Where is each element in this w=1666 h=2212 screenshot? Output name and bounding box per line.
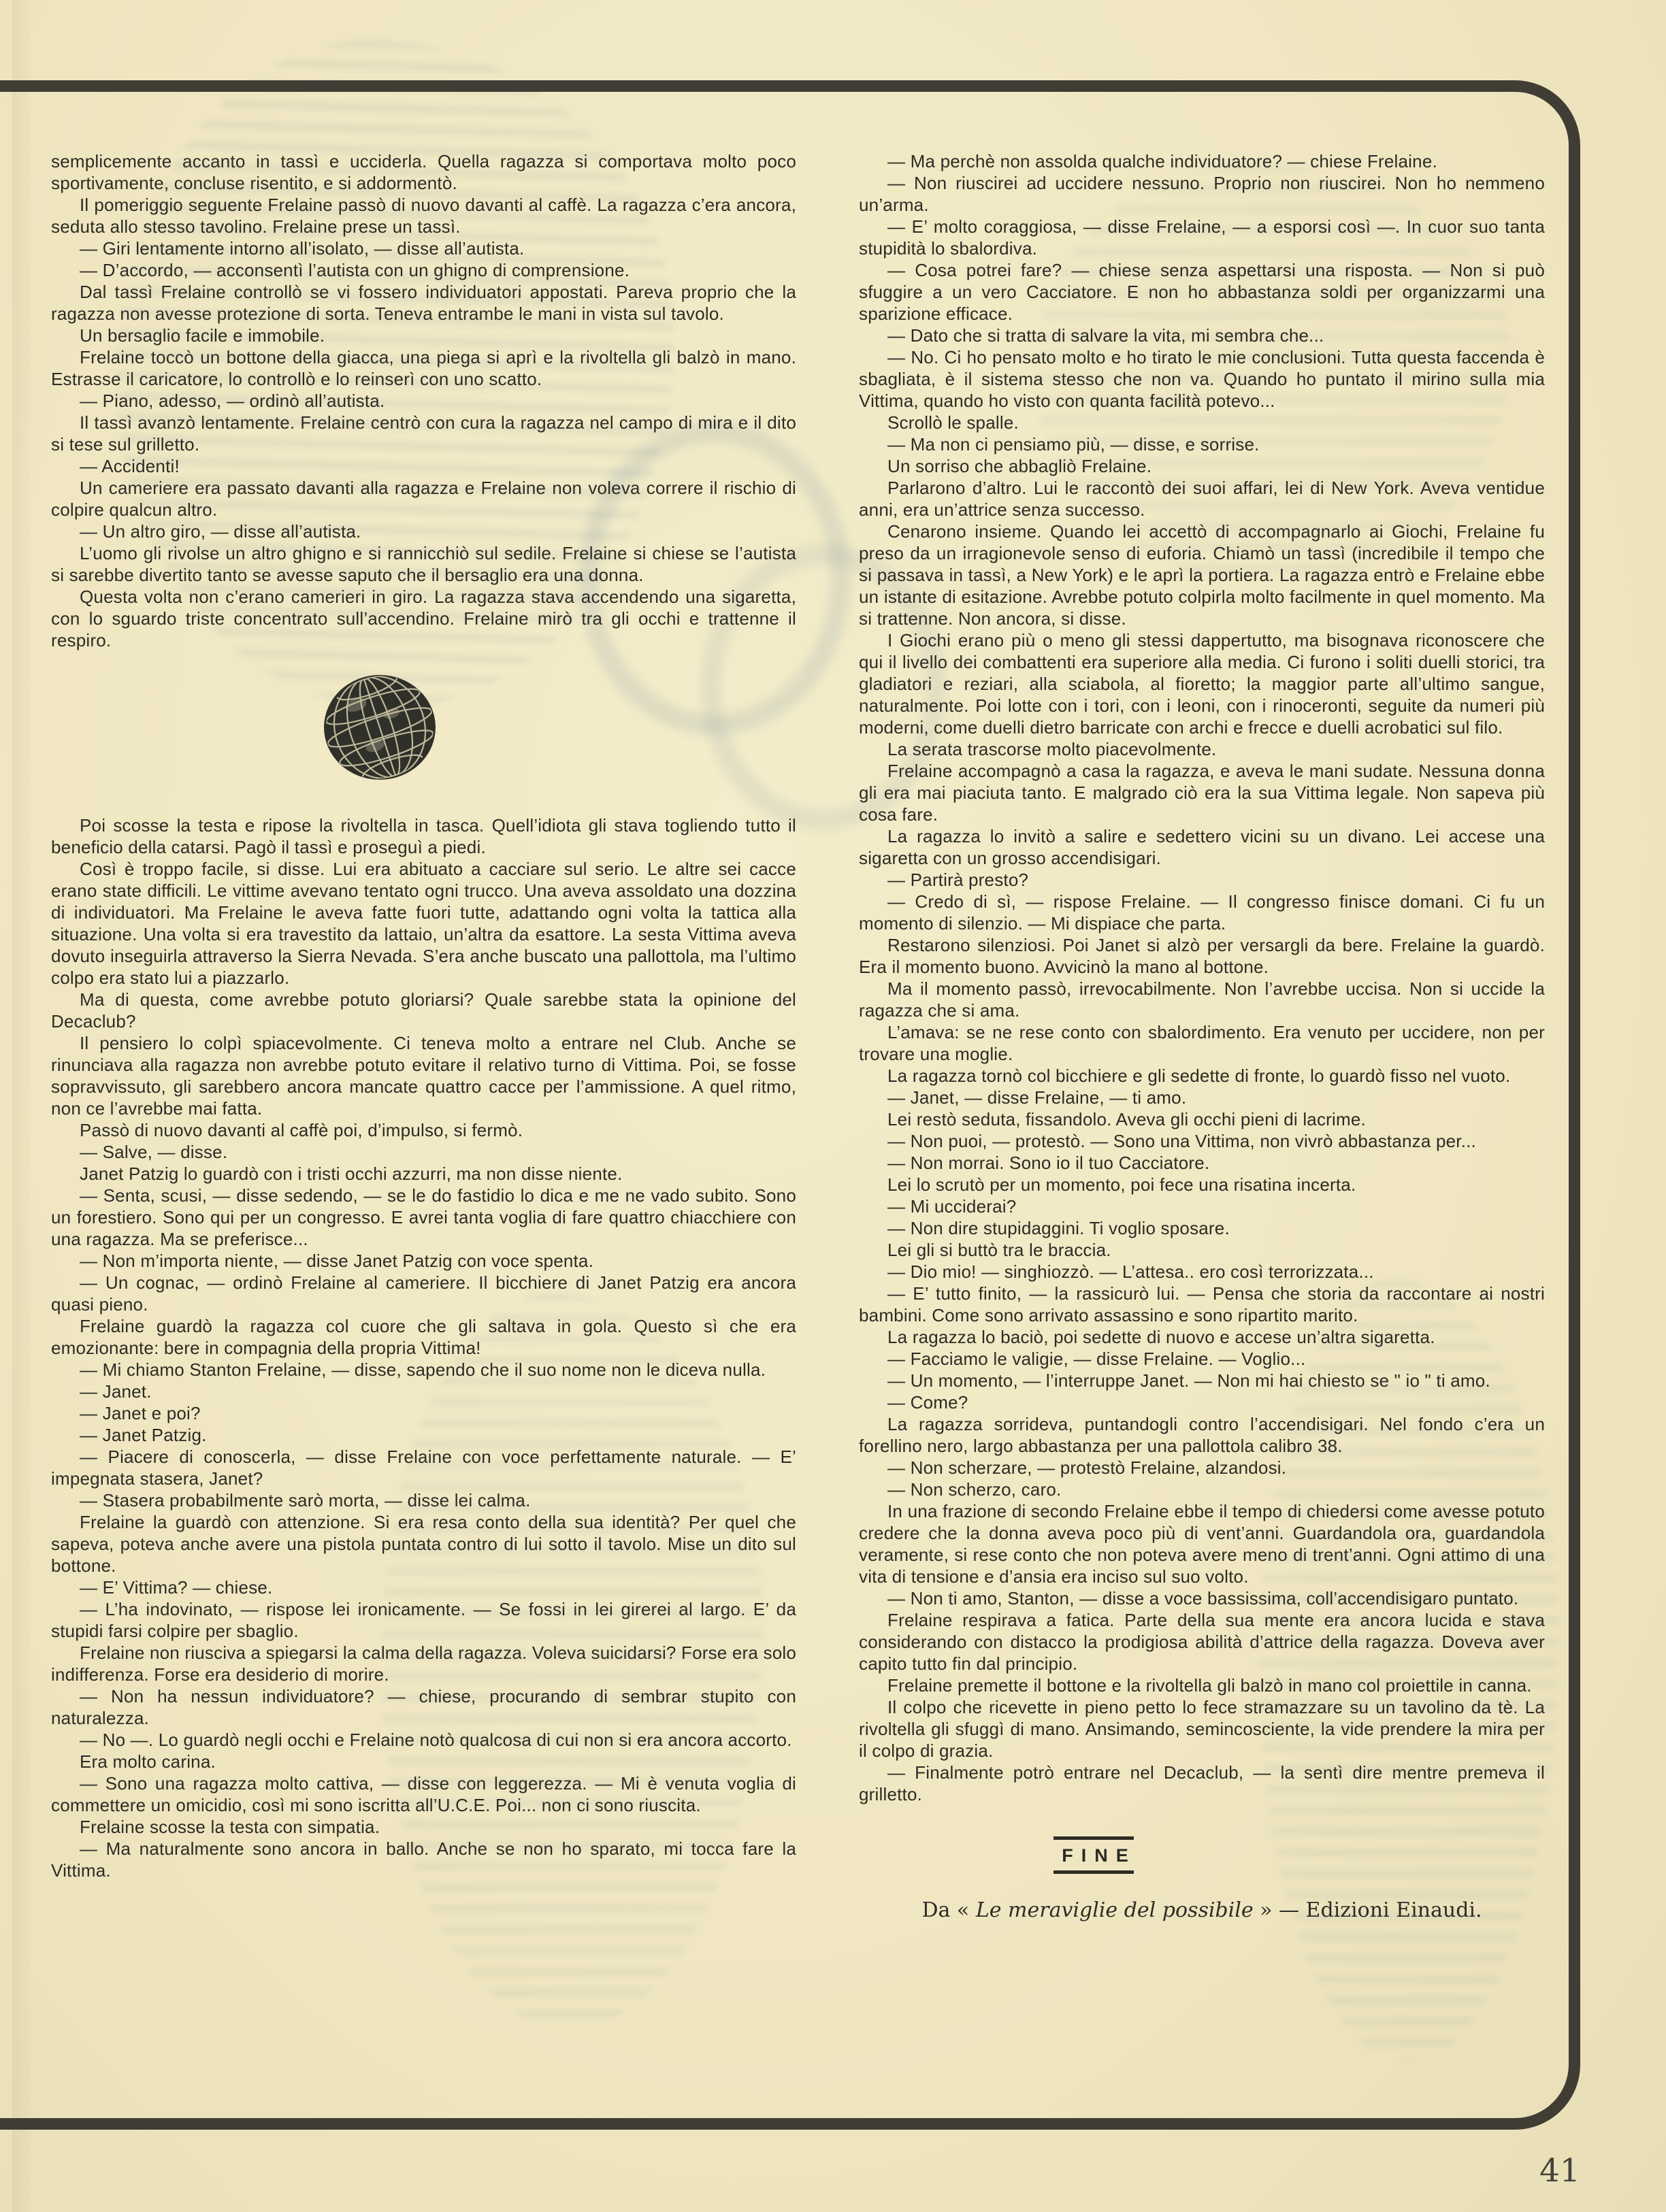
paragraph: Il pensiero lo colpì spiacevolmente. Ci teneva molto a entrare nel Club. Anche se rinunciava alla ragazza non avrebbe potuto evitare il relativo turno di Vittima. Poi, se fosse sopravvissuto, gli sarebbero ancora mancate quattro cacce per l’ammissione. A quel ritmo, non ce l’avrebbe mai fatta. xyxy=(51,1033,796,1119)
paragraph: Questa volta non c’erano camerieri in giro. La ragazza stava accendendo una sigaretta, con lo sguardo triste concentrato sull’accendino. Frelaine mirò tra gli occhi e trattenne il respiro. xyxy=(51,587,796,650)
paragraph: Restarono silenziosi. Poi Janet si alzò per versargli da bere. Frelaine la guardò. Era il momento buono. Avvicinò la mano al bottone. xyxy=(859,935,1545,977)
paragraph: — Ma non ci pensiamo più, — disse, e sorrise. xyxy=(887,434,1260,455)
paragraph: — Facciamo le valigie, — disse Frelaine. — Voglio... xyxy=(887,1349,1306,1369)
paragraph: — Un momento, — l’interruppe Janet. — Non mi hai chiesto se " io " ti amo. xyxy=(887,1370,1490,1391)
divider-rule-bottom xyxy=(1054,1870,1134,1874)
paragraph: Ma di questa, come avrebbe potuto gloriarsi? Quale sarebbe stata la opinione del Decaclub? xyxy=(51,989,796,1031)
paragraph: — Un altro giro, — disse all’autista. xyxy=(80,521,361,542)
attribution-source-title: Le meraviglie del possibile xyxy=(975,1898,1254,1922)
paragraph: Frelaine toccò un bottone della giacca, una piega si aprì e la rivoltella gli balzò in mano. Estrasse il caricatore, lo controllò e lo reinserì con uno scatto. xyxy=(51,347,796,389)
paragraph: I Giochi erano più o meno gli stessi dappertutto, ma bisognava riconoscere che qui il livello dei combattenti era superiore alla media. Ci furono i soliti duelli storici, tra gladiatori e reziari, alla sciabola, al fioretto; la maggior parte all’ultimo sangue, naturalmente. Poi lotte con i tori, con i leoni, con i rinoceronti, seguite da numeri più moderni, come duelli dietro barricate con archi e frecce e duelli acrobatici sul filo. xyxy=(859,630,1545,738)
source-attribution xyxy=(859,1898,1545,1922)
paragraph: Frelaine scosse la testa con simpatia. xyxy=(80,1817,380,1837)
paragraph: — Stasera probabilmente sarò morta, — disse lei calma. xyxy=(80,1490,531,1511)
paragraph: — Non ha nessun individuatore? — chiese, procurando di sembrar stupito con naturalezza. xyxy=(51,1686,796,1728)
paragraph: Un sorriso che abbagliò Frelaine. xyxy=(887,456,1152,476)
paragraph: Un bersaglio facile e immobile. xyxy=(80,325,325,346)
paragraph: Il tassì avanzò lentamente. Frelaine centrò con cura la ragazza nel campo di mira e il dito si tese sul grilletto. xyxy=(51,412,796,455)
paragraph: — D’accordo, — acconsentì l’autista con un ghigno di comprensione. xyxy=(80,260,630,280)
text-block-lower xyxy=(51,814,796,1881)
page-number: 41 xyxy=(1539,2152,1580,2190)
paragraph: — Mi ucciderai? xyxy=(887,1196,1017,1217)
paragraph: — Non morrai. Sono io il tuo Cacciatore. xyxy=(887,1153,1210,1173)
paragraph: In una frazione di secondo Frelaine ebbe il tempo di chiedersi come avesse potuto credere che la donna aveva poco più di vent’anni. Guardandola ora, guardandola veramente, si rese conto che non poteva avere meno di trent’anni. Ogni attimo di una vita di tensione e d’ansia era inciso sul suo volto. xyxy=(859,1501,1545,1587)
paragraph: — E’ tutto finito, — la rassicurò lui. — Pensa che storia da raccontare ai nostri bambini. Come sono arrivato assassino e sono ripartito marito. xyxy=(859,1283,1545,1325)
paragraph: — Non dire stupidaggini. Ti voglio sposare. xyxy=(887,1218,1230,1238)
paragraph: Cenarono insieme. Quando lei accettò di accompagnarlo ai Giochi, Frelaine fu preso da un irragionevole senso di euforia. Chiamò un tassì (incredibile il tempo che si passava in tassì, a New York) e le aprì la portiera. La ragazza entrò e Frelaine ebbe un istante di esitazione. Avrebbe potuto colpirla molto facilmente in quel momento. Ma si trattenne. Non ancora, si disse. xyxy=(859,521,1545,629)
paragraph: — Non scherzare, — protestò Frelaine, alzandosi. xyxy=(887,1457,1287,1478)
story-end-marker xyxy=(1054,1836,1137,1874)
paragraph: — No —. Lo guardò negli occhi e Frelaine notò qualcosa di cui non si era ancora accorto. xyxy=(80,1730,792,1750)
paragraph: — Non riuscirei ad uccidere nessuno. Proprio non riuscirei. Non ho nemmeno un’arma. xyxy=(859,173,1545,215)
paragraph: Dal tassì Frelaine controllò se vi fossero individuatori appostati. Pareva proprio che la ragazza non avesse protezione di sorta. Teneva entrambe le mani in vista sul tavolo. xyxy=(51,282,796,324)
paragraph: — Sono una ragazza molto cattiva, — disse con leggerezza. — Mi è venuta voglia di commettere un omicidio, così mi sono iscritta all’U.C.E. Poi... non ci sono riuscita. xyxy=(51,1773,796,1815)
paragraph: — Cosa potrei fare? — chiese senza aspettarsi una risposta. — Non si può sfuggire a un vero Cacciatore. E non ho abbastanza soldi per organizzarmi una sparizione efficace. xyxy=(859,260,1545,324)
paragraph: — Giri lentamente intorno all’isolato, — disse all’autista. xyxy=(80,238,525,259)
paragraph: — Janet e poi? xyxy=(80,1403,201,1423)
paragraph: Frelaine guardò la ragazza col cuore che gli saltava in gola. Questo sì che era emozionante: bere in compagnia della propria Vittima! xyxy=(51,1316,796,1358)
paragraph: Frelaine non riusciva a spiegarsi la calma della ragazza. Voleva suicidarsi? Forse era solo indifferenza. Forse era desiderio di morire. xyxy=(51,1643,796,1685)
paragraph: Un cameriere era passato davanti alla ragazza e Frelaine non voleva correre il rischio di colpire qualcun altro. xyxy=(51,478,796,520)
paragraph: — Ma perchè non assolda qualche individuatore? — chiese Frelaine. xyxy=(887,151,1437,171)
paragraph: — Non puoi, — protestò. — Sono una Vittima, non vivrò abbastanza per... xyxy=(887,1131,1476,1151)
paragraph: Frelaine respirava a fatica. Parte della sua mente era ancora lucida e stava considerando con distacco la prodigiosa abilità d’attrice della ragazza. Doveva aver capito tutto fin dal principio. xyxy=(859,1610,1545,1674)
paragraph: La ragazza lo invitò a salire e sedettero vicini su un divano. Lei accese una sigaretta con un grosso accendisigari. xyxy=(859,826,1545,868)
paragraph: La ragazza sorrideva, puntandogli contro l’accendisigari. Nel fondo c’era un forellino nero, largo abbastanza per una pallottola calibro 38. xyxy=(859,1414,1545,1456)
paragraph: — Partirà presto? xyxy=(887,870,1029,890)
paragraph: Frelaine la guardò con attenzione. Si era resa conto della sua identità? Per quel che sapeva, poteva anche avere una pistola puntata contro di lui sotto il tavolo. Mise un dito sul bottone. xyxy=(51,1512,796,1576)
paragraph: — Un cognac, — ordinò Frelaine al cameriere. Il bicchiere di Janet Patzig era ancora quasi pieno. xyxy=(51,1272,796,1315)
paragraph: — Salve, — disse. xyxy=(80,1142,228,1162)
paragraph: La ragazza lo baciò, poi sedette di nuovo e accese un’altra sigaretta. xyxy=(887,1327,1435,1347)
paragraph: — L’ha indovinato, — rispose lei ironicamente. — Se fossi in lei girerei al largo. E’ da stupidi farsi colpire per sbaglio. xyxy=(51,1599,796,1641)
paragraph: Il pomeriggio seguente Frelaine passò di nuovo davanti al caffè. La ragazza c’era ancora, seduta allo stesso tavolino. Frelaine prese un tassì. xyxy=(51,195,796,237)
paragraph: — Non scherzo, caro. xyxy=(887,1479,1062,1500)
paragraph: — Janet Patzig. xyxy=(80,1425,207,1445)
paragraph: Parlarono d’altro. Lui le raccontò dei suoi affari, lei di New York. Aveva ventidue anni, era un’attrice senza successo. xyxy=(859,478,1545,520)
paragraph: — Janet, — disse Frelaine, — ti amo. xyxy=(887,1087,1187,1108)
paragraph: — Dio mio! — singhiozzò. — L’attesa.. ero così terrorizzata... xyxy=(887,1261,1374,1282)
text-block-upper xyxy=(51,150,796,651)
paragraph: Poi scosse la testa e ripose la rivoltella in tasca. Quell’idiota gli stava togliendo tutto il beneficio della catarsi. Pagò il tassì e proseguì a piedi. xyxy=(51,815,796,857)
paragraph: — Senta, scusi, — disse sedendo, — se le do fastidio lo dica e me ne vado subito. Sono un forestiero. Sono qui per un congresso. E avrei tanta voglia di fare quattro chiacchiere con una ragazza. Ma se preferisce... xyxy=(51,1185,796,1249)
fine-label: FINE xyxy=(1062,1845,1137,1866)
paragraph: — Credo di sì, — rispose Frelaine. — Il congresso finisce domani. Ci fu un momento di silenzio. — Mi dispiace che parta. xyxy=(859,891,1545,934)
paragraph: — Janet. xyxy=(80,1381,152,1402)
paragraph: — No. Ci ho pensato molto e ho tirato le mie conclusioni. Tutta questa faccenda è sbagliata, è il sistema stesso che non va. Quando ho puntato il mirino sulla mia Vittima, quando ho visto con quanta facilità potevo... xyxy=(859,347,1545,411)
paragraph: Janet Patzig lo guardò con i tristi occhi azzurri, ma non disse niente. xyxy=(80,1163,623,1184)
paragraph: L’uomo gli rivolse un altro ghigno e si rannicchiò sul sedile. Frelaine si chiese se l’autista si sarebbe divertito tanto se avesse saputo che il bersaglio era una donna. xyxy=(51,543,796,585)
paragraph: — Piacere di conoscerla, — disse Frelaine con voce perfettamente naturale. — E’ impegnata stasera, Janet? xyxy=(51,1447,796,1489)
paragraph: Il colpo che ricevette in pieno petto lo fece stramazzare su un tavolino da tè. La rivoltella gli sfuggì di mano. Ansimando, semincosciente, la vide prendere la mira per il colpo di grazia. xyxy=(859,1697,1545,1761)
paragraph: Era molto carina. xyxy=(80,1751,216,1772)
paragraph: — Dato che si tratta di salvare la vita, mi sembra che... xyxy=(887,325,1324,346)
paragraph: Frelaine accompagnò a casa la ragazza, e aveva le mani sudate. Nessuna donna gli era mai piaciuta tanto. E malgrado ciò era la sua Vittima legale. Non sapeva più cosa fare. xyxy=(859,761,1545,825)
paragraph: — Ma naturalmente sono ancora in ballo. Anche se non ho sparato, mi tocca fare la Vittima. xyxy=(51,1838,796,1881)
paragraph: — Come? xyxy=(887,1392,968,1413)
paragraph: Lei lo scrutò per un momento, poi fece una risatina incerta. xyxy=(887,1174,1356,1195)
paragraph: — Non m’importa niente, — disse Janet Patzig con voce spenta. xyxy=(80,1251,594,1271)
globe-woodcut-icon xyxy=(322,673,438,782)
text-block xyxy=(859,150,1545,1805)
attribution-prefix: Da « xyxy=(921,1898,976,1922)
paragraph: Lei restò seduta, fissandolo. Aveva gli occhi pieni di lacrime. xyxy=(887,1109,1366,1129)
paragraph: Scrollò le spalle. xyxy=(887,412,1019,433)
paragraph: — Non ti amo, Stanton, — disse a voce bassissima, coll’accendisigaro puntato. xyxy=(887,1588,1519,1608)
paragraph: — E’ molto coraggiosa, — disse Frelaine, — a esporsi così —. In cuor suo tanta stupidità lo sbalordiva. xyxy=(859,216,1545,259)
paragraph: — Accidenti! xyxy=(80,456,180,476)
story-column-left xyxy=(51,150,796,2130)
paragraph: Lei gli si buttò tra le braccia. xyxy=(887,1240,1111,1260)
paragraph: — Finalmente potrò entrare nel Decaclub, — la sentì dire mentre premeva il grilletto. xyxy=(859,1762,1545,1804)
paragraph: semplicemente accanto in tassì e ucciderla. Quella ragazza si comportava molto poco sportivamente, concluse risentito, e si addormentò. xyxy=(51,151,796,193)
paragraph: — E’ Vittima? — chiese. xyxy=(80,1577,273,1598)
attribution-suffix: » — Edizioni Einaudi. xyxy=(1253,1898,1482,1922)
paragraph: La serata trascorse molto piacevolmente. xyxy=(887,739,1217,759)
paragraph: Passò di nuovo davanti al caffè poi, d’impulso, si fermò. xyxy=(80,1120,523,1140)
story-column-right xyxy=(859,150,1545,2130)
paragraph: — Mi chiamo Stanton Frelaine, — disse, sapendo che il suo nome non le diceva nulla. xyxy=(80,1359,766,1380)
paragraph: L’amava: se ne rese conto con sbalordimento. Era venuto per uccidere, non per trovare una moglie. xyxy=(859,1022,1545,1064)
paragraph: Frelaine premette il bottone e la rivoltella gli balzò in mano col proiettile in canna. xyxy=(887,1675,1532,1696)
paragraph: Ma il momento passò, irrevocabilmente. Non l’avrebbe uccisa. Non si uccide la ragazza che si ama. xyxy=(859,978,1545,1021)
paragraph: — Piano, adesso, — ordinò all’autista. xyxy=(80,391,385,411)
paragraph: La ragazza tornò col bicchiere e gli sedette di fronte, lo guardò fisso nel vuoto. xyxy=(887,1066,1511,1086)
globe-illustration xyxy=(51,651,796,814)
paragraph: Così è troppo facile, si disse. Lui era abituato a cacciare sul serio. Le altre sei cacce erano state difficili. Le vittime avevano tentato ogni trucco. Una aveva assoldato una dozzina di individuatori. Ma Frelaine le aveva fatte fuori tutte, adattando ogni volta la tattica alla situazione. Una volta si era travestito da lattaio, un’altra da esattore. La sesta Vittima aveva dovuto inseguirla attraverso la Sierra Nevada. S’era anche buscato una pallottola, ma l’ultimo colpo era stato lui a piazzarlo. xyxy=(51,859,796,988)
